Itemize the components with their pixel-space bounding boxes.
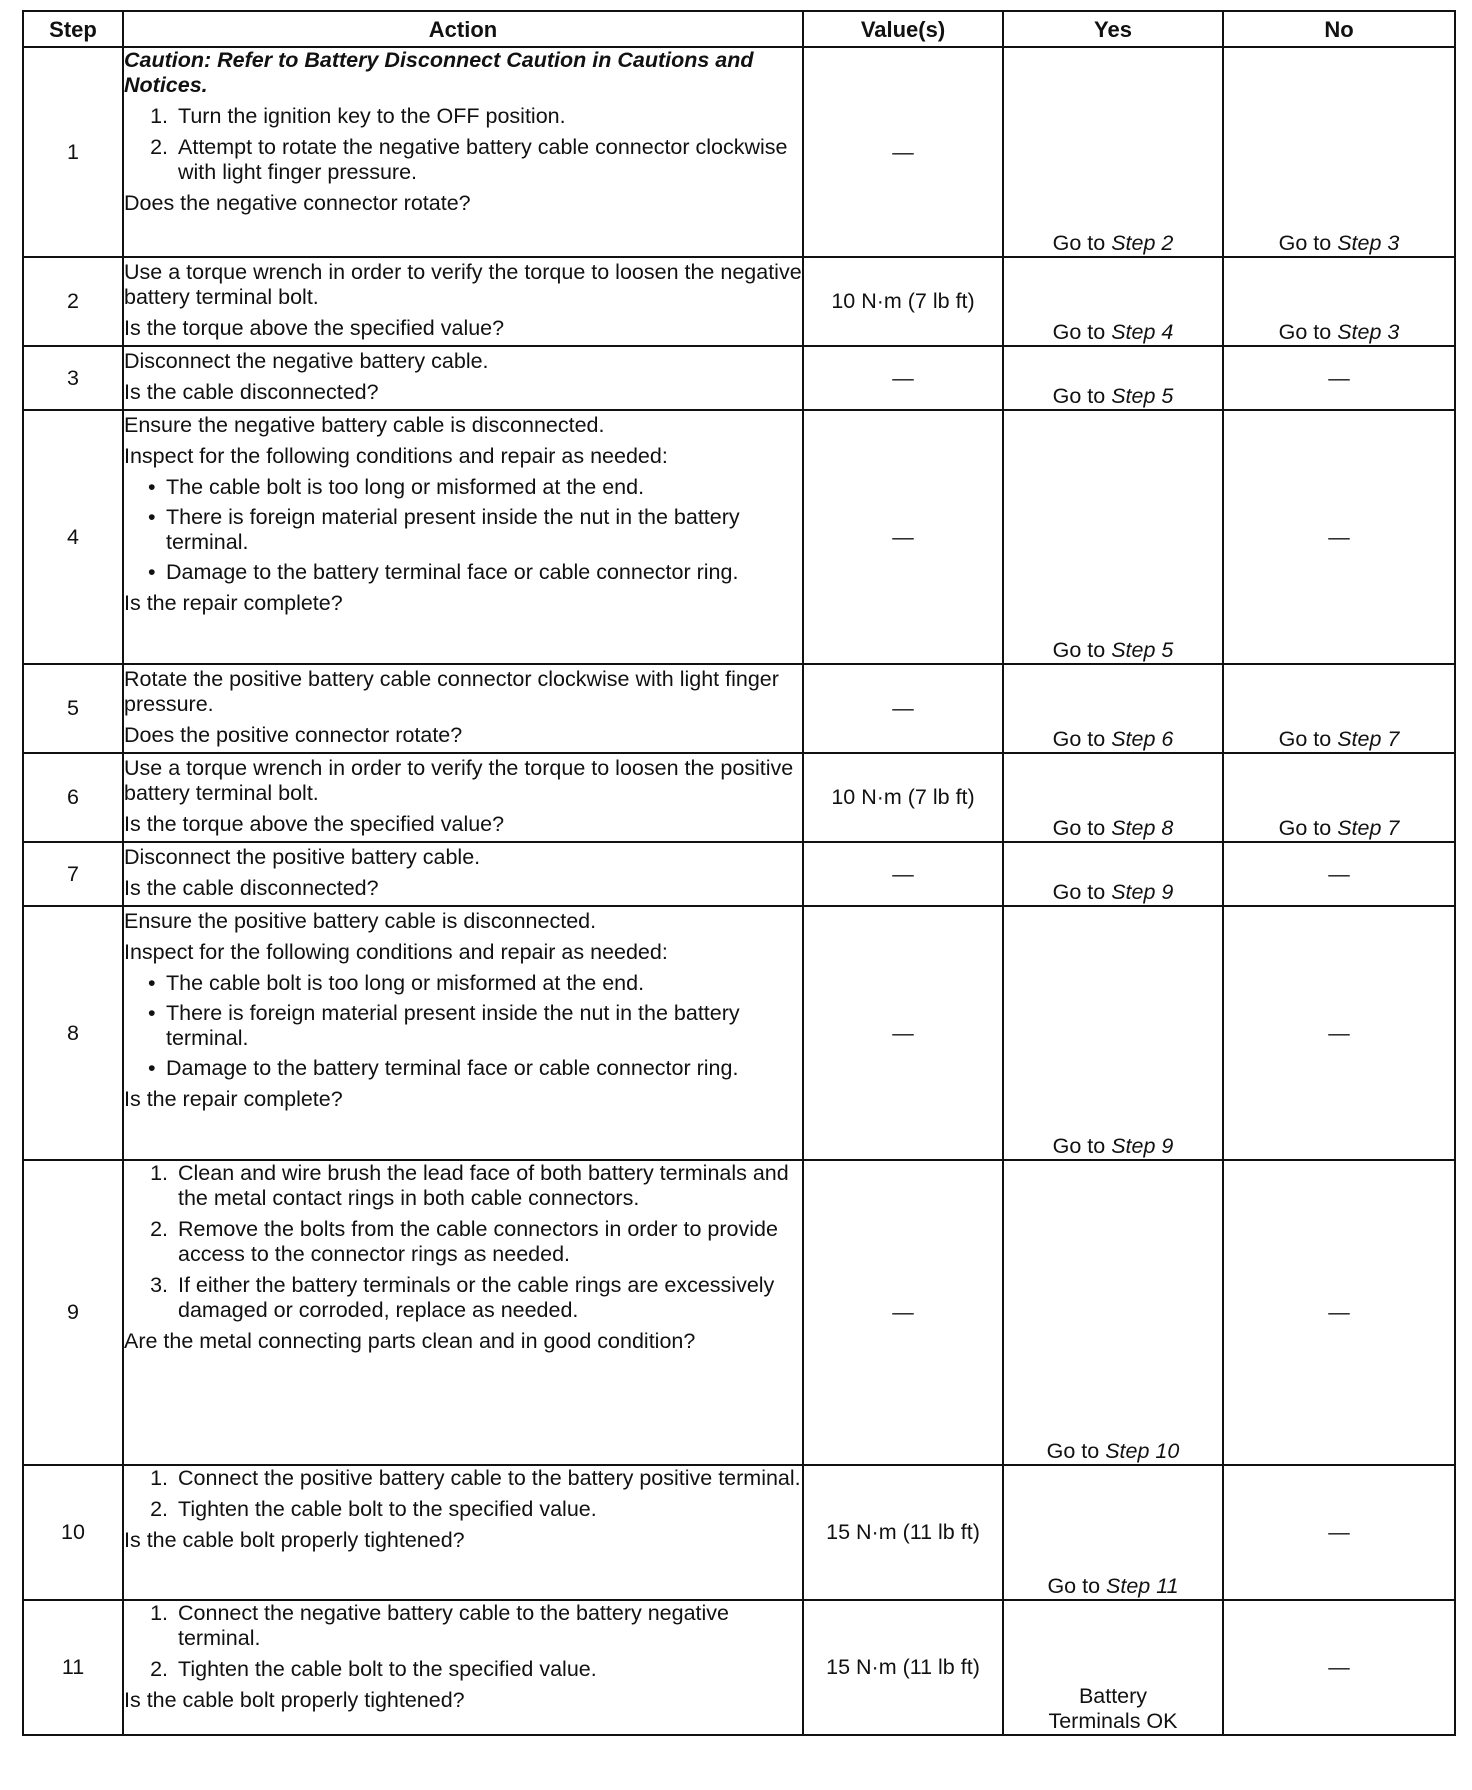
header-values: Value(s) <box>803 11 1003 47</box>
value-cell: — <box>803 47 1003 257</box>
step-number: 9 <box>23 1160 123 1465</box>
action-cell <box>123 410 803 664</box>
action-text: Use a torque wrench in order to verify the torque to loosen the negative battery terminal bolt. <box>124 260 802 309</box>
value-cell: — <box>803 906 1003 1160</box>
goto-prefix: Go to <box>1052 384 1106 408</box>
header-no: No <box>1223 11 1455 47</box>
goto-step-link: Step 5 <box>1111 384 1174 408</box>
list-item: 1. Connect the negative battery cable to the battery negative terminal. <box>174 1601 802 1651</box>
table-row <box>23 47 1455 257</box>
goto-step-link: Step 3 <box>1337 320 1400 344</box>
no-cell: — <box>1223 906 1455 1160</box>
action-cell <box>123 47 803 257</box>
value-cell: — <box>803 1160 1003 1465</box>
yes-cell <box>1003 906 1223 1160</box>
step-number: 5 <box>23 664 123 753</box>
yes-cell <box>1003 47 1223 257</box>
table-row <box>23 410 1455 664</box>
table-row <box>23 346 1455 410</box>
question-text: Is the cable bolt properly tightened? <box>124 1688 465 1712</box>
action-cell <box>123 257 803 346</box>
goto-prefix: Go to <box>1052 727 1106 751</box>
question-text: Is the repair complete? <box>124 591 343 615</box>
question-text: Is the cable disconnected? <box>124 380 379 404</box>
header-yes: Yes <box>1003 11 1223 47</box>
list-item: 3. If either the battery terminals or the cable rings are excessively damaged or corroded, replace as needed. <box>174 1273 802 1323</box>
goto-prefix: Go to <box>1052 231 1106 255</box>
list-item: • There is foreign material present inside the nut in the battery terminal. <box>166 1001 802 1051</box>
goto-step-link: Step 7 <box>1337 816 1400 840</box>
goto-step-link: Step 9 <box>1111 1134 1174 1158</box>
action-text: Disconnect the negative battery cable. <box>124 349 489 373</box>
bullet-list <box>124 475 802 585</box>
list-item: • Damage to the battery terminal face or cable connector ring. <box>166 560 802 585</box>
value-cell: 10 N·m (7 lb ft) <box>803 257 1003 346</box>
step-number: 2 <box>23 257 123 346</box>
goto-prefix: Go to <box>1052 320 1106 344</box>
no-cell: — <box>1223 842 1455 906</box>
question-text: Is the repair complete? <box>124 1087 343 1111</box>
goto-prefix: Go to <box>1278 727 1332 751</box>
numbered-list <box>124 104 802 185</box>
yes-cell <box>1003 1160 1223 1465</box>
yes-cell: Battery Terminals OK <box>1003 1600 1223 1735</box>
goto-step-link: Step 4 <box>1111 320 1174 344</box>
step-number: 10 <box>23 1465 123 1600</box>
list-item: 2. Attempt to rotate the negative battery cable connector clockwise with light finger pressure. <box>174 135 802 185</box>
action-cell <box>123 842 803 906</box>
yes-cell <box>1003 1465 1223 1600</box>
value-cell: — <box>803 664 1003 753</box>
step-number: 1 <box>23 47 123 257</box>
action-text-secondary: Inspect for the following conditions and repair as needed: <box>124 940 668 964</box>
table-row <box>23 906 1455 1160</box>
bullet-list <box>124 971 802 1081</box>
table-row <box>23 257 1455 346</box>
yes-cell <box>1003 257 1223 346</box>
step-number: 11 <box>23 1600 123 1735</box>
question-text: Is the torque above the specified value? <box>124 812 505 836</box>
question-text: Does the positive connector rotate? <box>124 723 463 747</box>
goto-prefix: Go to <box>1047 1574 1101 1598</box>
action-cell <box>123 906 803 1160</box>
action-cell <box>123 1160 803 1465</box>
action-cell <box>123 1600 803 1735</box>
action-text: Ensure the negative battery cable is disconnected. <box>124 413 605 437</box>
table-row <box>23 842 1455 906</box>
yes-cell <box>1003 753 1223 842</box>
question-text: Is the torque above the specified value? <box>124 316 505 340</box>
header-row <box>23 11 1455 47</box>
action-cell <box>123 664 803 753</box>
list-item: 1. Connect the positive battery cable to the battery positive terminal. <box>174 1466 802 1491</box>
list-item: 1. Clean and wire brush the lead face of both battery terminals and the metal contact rings in both cable connectors. <box>174 1161 802 1211</box>
value-cell: — <box>803 842 1003 906</box>
step-number: 3 <box>23 346 123 410</box>
value-cell: 15 N·m (11 lb ft) <box>803 1465 1003 1600</box>
goto-step-link: Step 9 <box>1111 880 1174 904</box>
yes-cell <box>1003 842 1223 906</box>
goto-prefix: Go to <box>1046 1439 1100 1463</box>
no-cell <box>1223 257 1455 346</box>
step-number: 6 <box>23 753 123 842</box>
table-row <box>23 1160 1455 1465</box>
goto-prefix: Go to <box>1278 320 1332 344</box>
question-text: Are the metal connecting parts clean and in good condition? <box>124 1329 696 1353</box>
numbered-list <box>124 1466 802 1522</box>
no-cell <box>1223 47 1455 257</box>
goto-prefix: Go to <box>1052 816 1106 840</box>
value-cell: — <box>803 346 1003 410</box>
header-step: Step <box>23 11 123 47</box>
goto-step-link: Step 10 <box>1105 1439 1180 1463</box>
goto-step-link: Step 11 <box>1106 1574 1179 1598</box>
value-cell: 10 N·m (7 lb ft) <box>803 753 1003 842</box>
action-text-secondary: Inspect for the following conditions and repair as needed: <box>124 444 668 468</box>
list-item: 2. Tighten the cable bolt to the specified value. <box>174 1657 802 1682</box>
table-row <box>23 753 1455 842</box>
action-cell <box>123 1465 803 1600</box>
table-row <box>23 1600 1455 1735</box>
no-cell: — <box>1223 1160 1455 1465</box>
goto-step-link: Step 2 <box>1111 231 1174 255</box>
yes-cell <box>1003 410 1223 664</box>
goto-step-link: Step 3 <box>1337 231 1400 255</box>
no-cell: — <box>1223 346 1455 410</box>
goto-prefix: Go to <box>1052 638 1106 662</box>
numbered-list <box>124 1161 802 1323</box>
list-item: • The cable bolt is too long or misformed at the end. <box>166 475 802 500</box>
header-action: Action <box>123 11 803 47</box>
no-cell: — <box>1223 410 1455 664</box>
list-item: • The cable bolt is too long or misformed at the end. <box>166 971 802 996</box>
value-cell: — <box>803 410 1003 664</box>
list-item: 2. Tighten the cable bolt to the specified value. <box>174 1497 802 1522</box>
step-number: 7 <box>23 842 123 906</box>
table-row <box>23 664 1455 753</box>
goto-prefix: Go to <box>1052 880 1106 904</box>
action-text: Use a torque wrench in order to verify the torque to loosen the positive battery terminal bolt. <box>124 756 794 805</box>
diagnostic-table <box>22 10 1456 1736</box>
action-cell <box>123 346 803 410</box>
goto-step-link: Step 6 <box>1111 727 1174 751</box>
goto-step-link: Step 5 <box>1111 638 1174 662</box>
table-row <box>23 1465 1455 1600</box>
no-cell: — <box>1223 1465 1455 1600</box>
action-text: Disconnect the positive battery cable. <box>124 845 481 869</box>
goto-prefix: Go to <box>1278 231 1332 255</box>
action-text: Rotate the positive battery cable connector clockwise with light finger pressure. <box>124 667 779 716</box>
no-cell: — <box>1223 1600 1455 1735</box>
list-item: • Damage to the battery terminal face or cable connector ring. <box>166 1056 802 1081</box>
list-item: 2. Remove the bolts from the cable connectors in order to provide access to the connector rings as needed. <box>174 1217 802 1267</box>
no-cell <box>1223 753 1455 842</box>
goto-step-link: Step 8 <box>1111 816 1174 840</box>
action-cell <box>123 753 803 842</box>
no-cell <box>1223 664 1455 753</box>
diagnostic-table-container <box>22 10 1454 1736</box>
yes-cell <box>1003 664 1223 753</box>
goto-prefix: Go to <box>1052 1134 1106 1158</box>
goto-prefix: Go to <box>1278 816 1332 840</box>
step-number: 8 <box>23 906 123 1160</box>
question-text: Does the negative connector rotate? <box>124 191 471 215</box>
numbered-list <box>124 1601 802 1682</box>
question-text: Is the cable disconnected? <box>124 876 379 900</box>
step-number: 4 <box>23 410 123 664</box>
goto-step-link: Step 7 <box>1337 727 1400 751</box>
list-item: 1. Turn the ignition key to the OFF position. <box>174 104 802 129</box>
action-text: Ensure the positive battery cable is disconnected. <box>124 909 597 933</box>
value-cell: 15 N·m (11 lb ft) <box>803 1600 1003 1735</box>
yes-cell <box>1003 346 1223 410</box>
list-item: • There is foreign material present inside the nut in the battery terminal. <box>166 505 802 555</box>
caution-text: Caution: Refer to Battery Disconnect Caution in Cautions and Notices. <box>124 48 754 97</box>
question-text: Is the cable bolt properly tightened? <box>124 1528 465 1552</box>
